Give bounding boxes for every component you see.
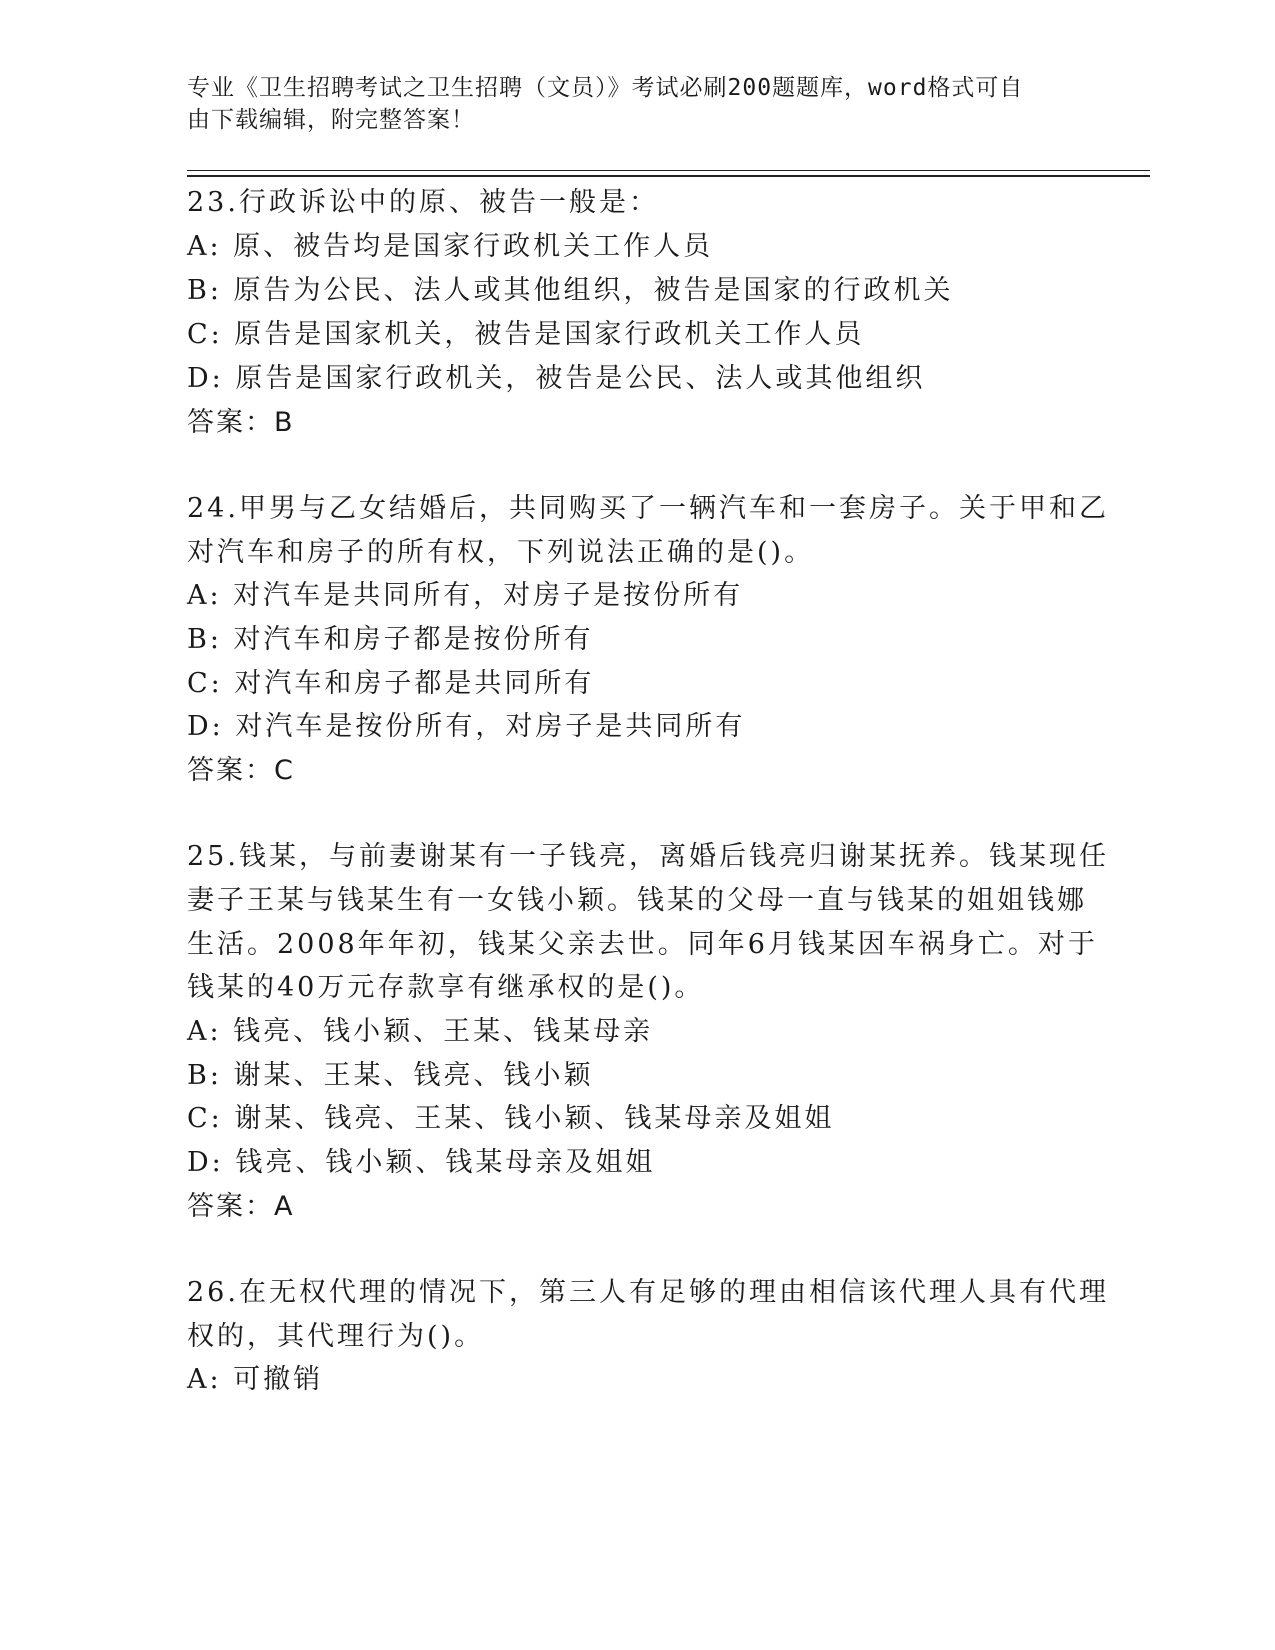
question-23-stem: 23.行政诉讼中的原、被告一般是： xyxy=(187,187,659,218)
question-24-option-d: D: 对汽车是按份所有，对房子是共同所有 xyxy=(187,711,746,742)
question-24-option-c: C: 对汽车和房子都是共同所有 xyxy=(187,668,595,699)
question-23-option-b: B: 原告为公民、法人或其他组织，被告是国家的行政机关 xyxy=(187,275,954,306)
question-24-option-b: B: 对汽车和房子都是按份所有 xyxy=(187,624,594,655)
question-25-option-d: D: 钱亮、钱小颖、钱某母亲及姐姐 xyxy=(187,1147,656,1178)
header-divider-thin xyxy=(187,170,1150,171)
question-23-option-a: A: 原、被告均是国家行政机关工作人员 xyxy=(187,231,714,262)
question-25-option-b: B: 谢某、王某、钱亮、钱小颖 xyxy=(187,1060,594,1091)
header-line-2: 由下载编辑，附完整答案！ xyxy=(187,107,475,133)
question-26-option-a: A: 可撤销 xyxy=(187,1364,324,1395)
question-26-stem-line-2: 权的，其代理行为()。 xyxy=(187,1321,485,1352)
question-24-stem-line-2: 对汽车和房子的所有权，下列说法正确的是()。 xyxy=(187,537,815,568)
question-24-stem-line-1: 24.甲男与乙女结婚后，共同购买了一辆汽车和一套房子。关于甲和乙 xyxy=(187,493,1109,524)
document-header xyxy=(187,72,1057,136)
header-divider-thick xyxy=(187,175,1150,177)
question-25-stem-line-4: 钱某的40万元存款享有继承权的是()。 xyxy=(187,972,705,1003)
question-23-option-d: D: 原告是国家行政机关，被告是公民、法人或其他组织 xyxy=(187,363,926,394)
question-24-answer: 答案：C xyxy=(187,755,295,786)
question-24-option-a: A: 对汽车是共同所有，对房子是按份所有 xyxy=(187,580,744,611)
question-23-answer: 答案：B xyxy=(187,407,295,438)
question-26-stem-line-1: 26.在无权代理的情况下，第三人有足够的理由相信该代理人具有代理 xyxy=(187,1277,1109,1308)
header-line-1: 专业《卫生招聘考试之卫生招聘（文员）》考试必刷200题题库，word格式可自 xyxy=(187,75,1024,101)
question-25-stem-line-3: 生活。2008年年初，钱某父亲去世。同年6月钱某因车祸身亡。对于 xyxy=(187,929,1098,960)
question-25-stem-line-2: 妻子王某与钱某生有一女钱小颖。钱某的父母一直与钱某的姐姐钱娜 xyxy=(187,885,1087,916)
question-23-option-c: C: 原告是国家机关，被告是国家行政机关工作人员 xyxy=(187,319,865,350)
question-25-option-c: C: 谢某、钱亮、王某、钱小颖、钱某母亲及姐姐 xyxy=(187,1103,835,1134)
question-25-option-a: A: 钱亮、钱小颖、王某、钱某母亲 xyxy=(187,1016,654,1047)
question-25-stem-line-1: 25.钱某，与前妻谢某有一子钱亮，离婚后钱亮归谢某抚养。钱某现任 xyxy=(187,841,1109,872)
question-25-answer: 答案：A xyxy=(187,1191,295,1222)
